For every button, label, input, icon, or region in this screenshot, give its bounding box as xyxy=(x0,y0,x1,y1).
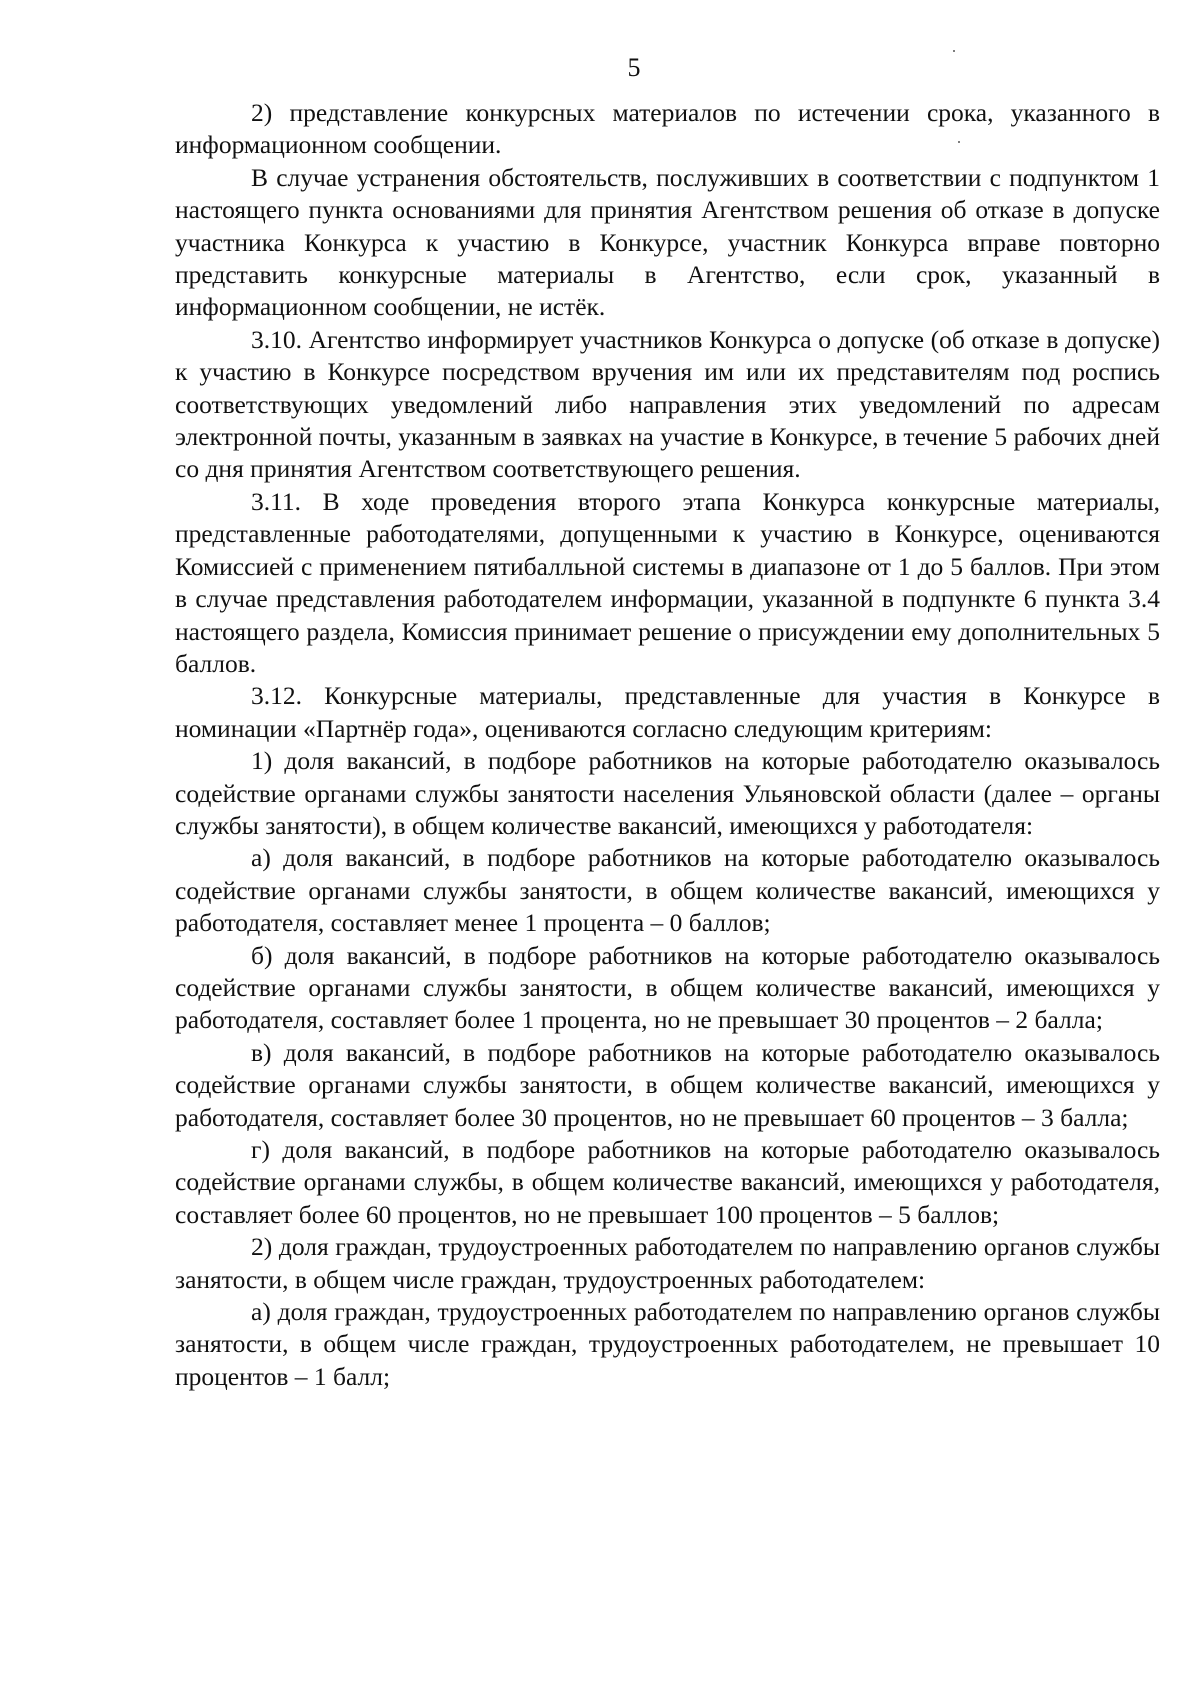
page-number: 5 xyxy=(627,53,641,82)
criterion-1: 1) доля вакансий, в подборе работников на которые работодателю оказывалось содействие органами службы занятости населения Ульяновской области (далее – органы службы занятости), в общем количестве вакансий, имеющихся у работодателя: xyxy=(175,746,1160,840)
criterion-2-a: а) доля граждан, трудоустроенных работодателем по направлению органов службы занятости, в общем числе граждан, трудоустроенных работодателем, не превышает 10 процентов – 1 балл; xyxy=(175,1297,1160,1391)
paragraph-submission-after-deadline: 2) представление конкурсных материалов по истечении срока, указанного в информационном сообщении. xyxy=(175,98,1160,160)
criterion-1-b: б) доля вакансий, в подборе работников на которые работодателю оказывалось содействие органами службы занятости, в общем количестве вакансий, имеющихся у работодателя, составляет более 1 процента, но не превышает 30 процентов – 2 балла; xyxy=(175,940,1160,1035)
paragraph-3-11: 3.11. В ходе проведения второго этапа Конкурса конкурсные материалы, представленные работодателями, допущенными к участию в Конкурсе, оцениваются Комиссией с применением пятибалльной системы в диапазоне от 1 до 5 баллов. При этом в случае представления работодателем информации, указанной в подпункте 6 пункта 3.4 настоящего раздела, Комиссия принимает решение о присуждении ему дополнительных 5 баллов. xyxy=(175,486,1160,678)
criterion-2: 2) доля граждан, трудоустроенных работодателем по направлению органов службы занятости, в общем числе граждан, трудоустроенных работодателем: xyxy=(175,1232,1160,1294)
criterion-1-g: г) доля вакансий, в подборе работников на которые работодателю оказывалось содействие органами службы, в общем количестве вакансий, имеющихся у работодателя, составляет более 60 процентов, но не превышает 100 процентов – 5 баллов; xyxy=(175,1135,1160,1229)
paragraph-3-10: 3.10. Агентство информирует участников Конкурса о допуске (об отказе в допуске) к участию в Конкурсе посредством вручения им или их представителям под роспись соответствующих уведомлений либо направления этих уведомлений по адресам электронной почты, указанным в заявках на участие в Конкурсе, в течение 5 рабочих дней со дня принятия Агентством соответствующего решения. xyxy=(175,324,1160,484)
document-body xyxy=(175,97,1160,1393)
criterion-1-a: а) доля вакансий, в подборе работников на которые работодателю оказывалось содействие органами службы занятости, в общем количестве вакансий, имеющихся у работодателя, составляет менее 1 процента – 0 баллов; xyxy=(175,843,1160,938)
paragraph-3-12: 3.12. Конкурсные материалы, представленные для участия в Конкурсе в номинации «Партнёр года», оцениваются согласно следующим критериям: xyxy=(175,681,1160,743)
criterion-1-v: в) доля вакансий, в подборе работников на которые работодателю оказывалось содействие органами службы занятости, в общем количестве вакансий, имеющихся у работодателя, составляет более 30 процентов, но не превышает 60 процентов – 3 балла; xyxy=(175,1037,1160,1132)
paragraph-resubmission: В случае устранения обстоятельств, послуживших в соответствии с подпунктом 1 настоящего пункта основаниями для принятия Агентством решения об отказе в допуске участника Конкурса к участию в Конкурсе, участник Конкурса вправе повторно представить конкурсные материалы в Агентство, если срок, указанный в информационном сообщении, не истёк. xyxy=(175,162,1160,322)
scan-speck xyxy=(953,50,955,52)
